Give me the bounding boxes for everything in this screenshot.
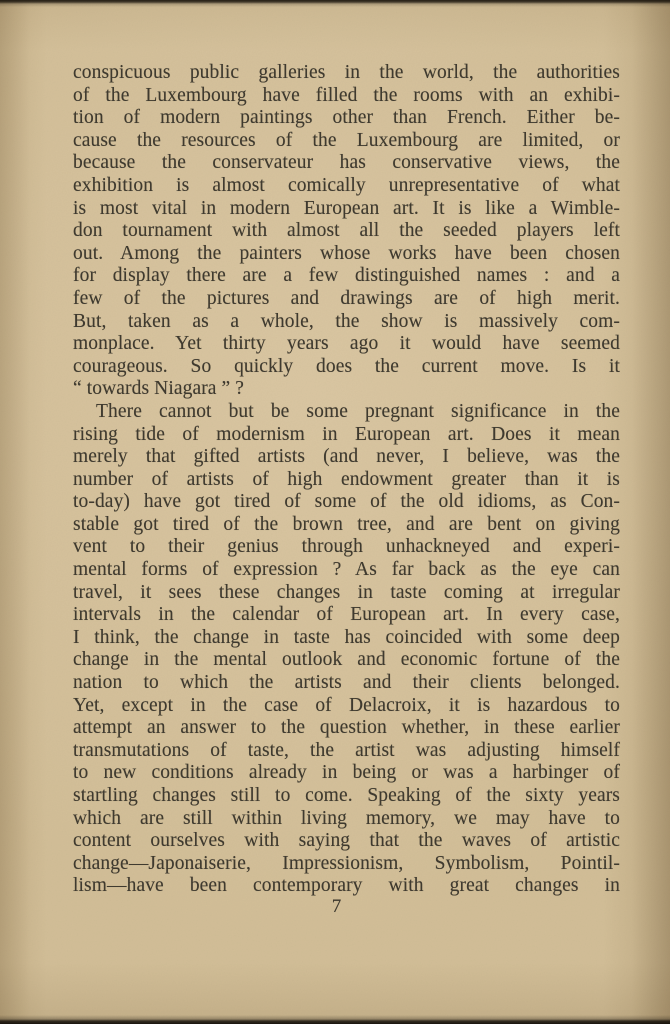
text-line: monplace. Yet thirty years ago it would have seemed [73,333,620,355]
text-line: vent to their genius through unhackneyed and experi- [73,536,620,558]
text-line: conspicuous public galleries in the world, the authorities [73,62,620,83]
text-line: out. Among the painters whose works have been chosen [73,242,620,264]
paragraph [73,62,620,401]
text-line: change—Japonaiserie, Impressionism, Symbolism, Pointil- [73,852,620,874]
text-line: to new conditions already in being or was a harbinger of [73,762,620,784]
text-line: travel, it sees these changes in taste coming at irregular [73,581,620,603]
text-line: There cannot but be some pregnant significance in the [96,400,620,422]
text-line: is most vital in modern European art. It is like a Wimble- [73,197,620,219]
text-line: intervals in the calendar of European art. In every case, [73,604,620,626]
text-line: Yet, except in the case of Delacroix, it is hazardous to [73,694,620,716]
paragraph [73,401,620,898]
text-line: merely that gifted artists (and never, I believe, was the [73,446,620,468]
text-line: don tournament with almost all the seeded players left [73,220,620,242]
text-line: startling changes still to come. Speaking of the sixty years [73,785,620,806]
text-line: few of the pictures and drawings are of high merit. [73,287,620,309]
page-shadow-left [0,0,30,1024]
text-line: to-day) have got tired of some of the old idioms, as Con- [73,491,620,513]
text-line: stable got tired of the brown tree, and are bent on giving [73,513,620,535]
text-line: “ towards Niagara ” ? [73,378,245,400]
text-line: which are still within living memory, we may have to [73,807,620,829]
text-line: tion of modern paintings other than French. Either be- [73,107,620,129]
text-line: rising tide of modernism in European art. Does it mean [73,423,620,445]
text-line: But, taken as a whole, the show is massively com- [73,310,620,332]
text-line: exhibition is almost comically unrepresentative of what [73,174,620,196]
text-line: I think, the change in taste has coincided with some deep [73,626,620,648]
text-line: transmutations of taste, the artist was adjusting himself [73,739,620,761]
text-line: nation to which the artists and their clients belonged. [73,672,620,694]
text-line: of the Luxembourg have filled the rooms with an exhibi- [73,84,620,106]
text-line: courageous. So quickly does the current move. Is it [73,355,620,377]
text-line: because the conservateur has conservative views, the [73,152,620,174]
page-shadow-right [632,0,670,1024]
text-line: lism—have been contemporary with great changes in [73,875,620,897]
scan-edge-top [0,0,670,7]
text-line: mental forms of expression ? As far back as the eye can [73,559,620,581]
text-line: change in the mental outlook and economic fortune of the [73,649,620,671]
text-line: content ourselves with saying that the waves of artistic [73,830,620,852]
scan-edge-bottom [0,1015,670,1024]
text-line: for display there are a few distinguished names : and a [73,265,620,287]
text-line: attempt an answer to the question whether, in these earlier [73,717,620,739]
page-number: 7 [331,896,342,917]
text-line: cause the resources of the Luxembourg are limited, or [73,129,620,151]
text-line: number of artists of high endowment greater than it is [73,468,620,490]
page-text [73,62,620,898]
